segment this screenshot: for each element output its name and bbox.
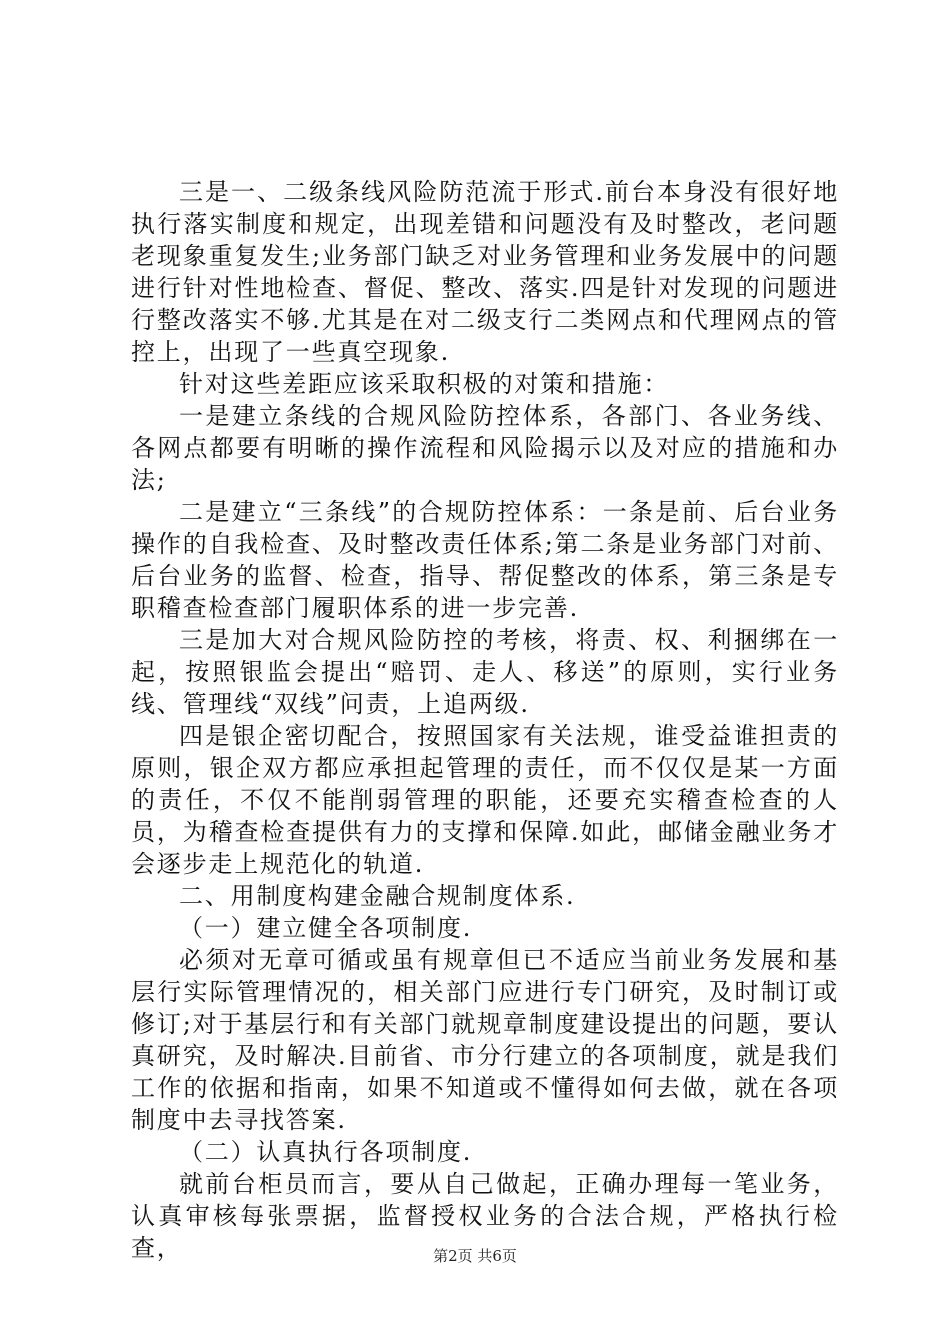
subsection-heading-2: （二）认真执行各项制度. [179,1138,473,1166]
paragraph-11: 就前台柜员而言，要从自己做起，正确办理每一笔业务，认真审核每张票据，监督授权业务的合法合规，严格执行检查， [131,1170,839,1262]
paragraph-3: 一是建立条线的合规风险防控体系，各部门、各业务线、各网点都要有明晰的操作流程和风险揭示以及对应的措施和办法; [131,402,839,494]
section-heading-2: 二、用制度构建金融合规制度体系. [179,882,576,910]
subsection-heading-1: （一）建立健全各项制度. [179,914,473,942]
paragraph-6: 四是银企密切配合，按照国家有关法规，谁受益谁担责的原则，银企双方都应承担起管理的责任，而不仅仅是某一方面的责任，不仅不能削弱管理的职能，还要充实稽查检查的人员，为稽查检查提供有力的支撑和保障.如此，邮储金融业务才会逐步走上规范化的轨道. [131,722,839,878]
document-body [131,176,839,1264]
paragraph-1: 三是一、二级条线风险防范流于形式.前台本身没有很好地执行落实制度和规定，出现差错和问题没有及时整改，老问题老现象重复发生;业务部门缺乏对业务管理和业务发展中的问题进行针对性地检查、督促、整改、落实.四是针对发现的问题进行整改落实不够.尤其是在对二级支行二类网点和代理网点的管控上，出现了一些真空现象. [131,178,839,366]
paragraph-2: 针对这些差距应该采取积极的对策和措施： [179,370,670,398]
paragraph-4: 二是建立“三条线”的合规防控体系：一条是前、后台业务操作的自我检查、及时整改责任体系;第二条是业务部门对前、后台业务的监督、检查，指导、帮促整改的体系，第三条是专职稽查检查部门履职体系的进一步完善. [131,498,839,622]
paragraph-5: 三是加大对合规风险防控的考核，将责、权、利捆绑在一起，按照银监会提出“赔罚、走人、移送”的原则，实行业务线、管理线“双线”问责，上追两级. [131,626,839,718]
paragraph-9: 必须对无章可循或虽有规章但已不适应当前业务发展和基层行实际管理情况的，相关部门应进行专门研究，及时制订或修订;对于基层行和有关部门就规章制度建设提出的问题，要认真研究，及时解决.目前省、市分行建立的各项制度，就是我们工作的依据和指南，如果不知道或不懂得如何去做，就在各项制度中去寻找答案. [131,946,839,1134]
page-footer: 第2页 共6页 [433,1247,517,1265]
